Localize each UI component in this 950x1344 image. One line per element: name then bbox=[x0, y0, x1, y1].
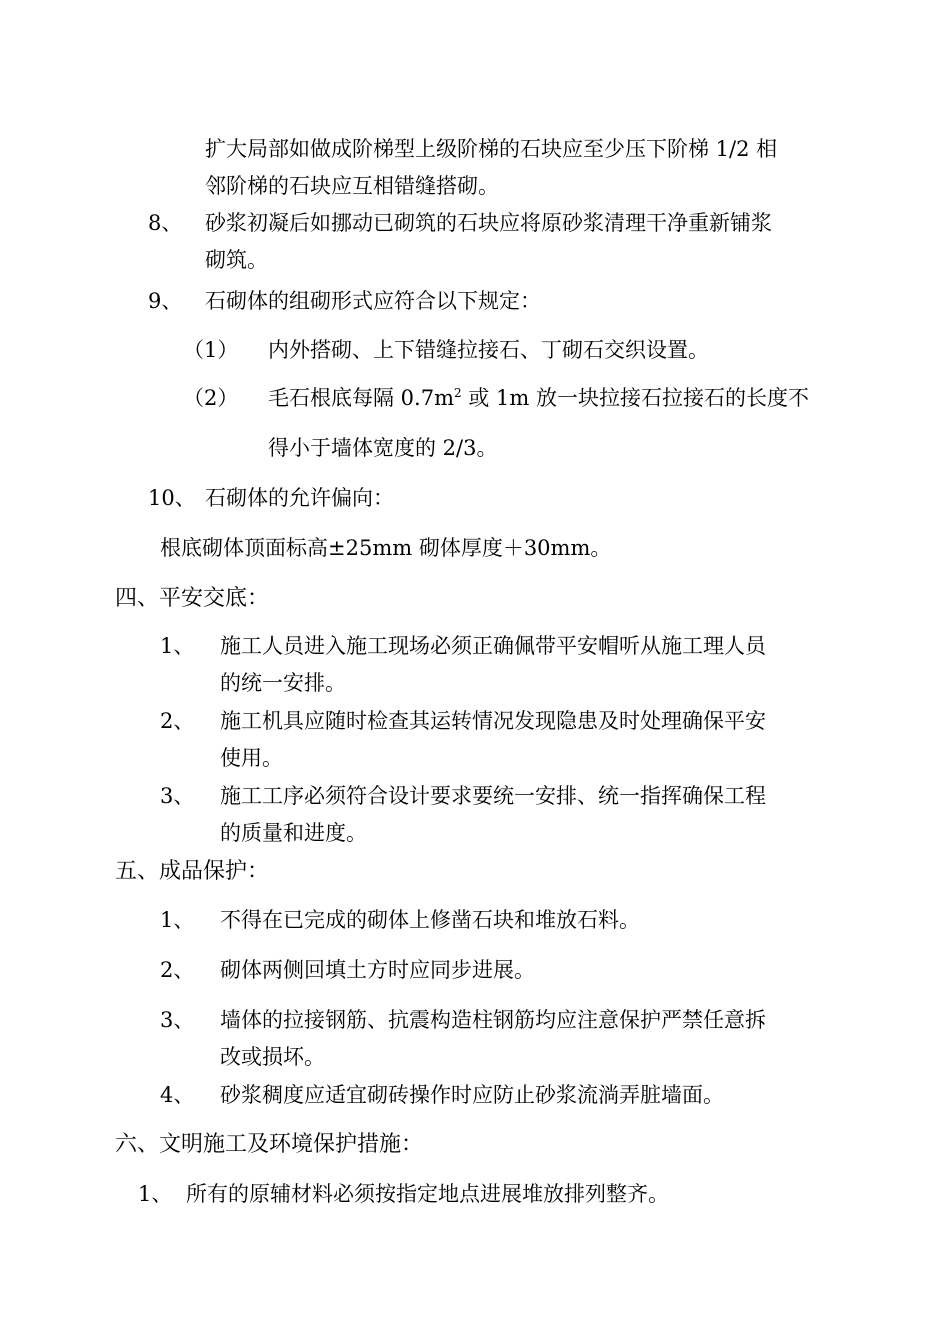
sub2-line1 bbox=[268, 380, 809, 417]
section6-title: 六、文明施工及环境保护措施： bbox=[115, 1132, 424, 1157]
item10-line1: 石砌体的允许偏向： bbox=[205, 486, 394, 510]
section5-item2-number: 2、 bbox=[160, 958, 195, 982]
sub1-number: （1） bbox=[183, 338, 239, 362]
item9-line1: 石砌体的组砌形式应符合以下规定： bbox=[205, 289, 541, 313]
section4-item3-line1: 施工工序必须符合设计要求要统一安排、统一指挥确保工程 bbox=[220, 784, 766, 808]
section5-item3-line2: 改或损坏。 bbox=[220, 1045, 325, 1069]
sub2-line1-part-b: 或 1m 放一块拉接石拉接石的长度不 bbox=[461, 386, 809, 410]
superscript-2: 2 bbox=[454, 386, 462, 400]
item10-number: 10、 bbox=[148, 486, 196, 510]
section4-item1-number: 1、 bbox=[160, 634, 195, 658]
item8-line2: 砌筑。 bbox=[205, 248, 268, 272]
section4-item2-number: 2、 bbox=[160, 709, 195, 733]
section4-item1-line2: 的统一安排。 bbox=[220, 671, 346, 695]
section4-item1-line1: 施工人员进入施工现场必须正确佩带平安帽听从施工理人员 bbox=[220, 634, 766, 658]
section4-item3-number: 3、 bbox=[160, 784, 195, 808]
section5-item3-number: 3、 bbox=[160, 1008, 195, 1032]
section4-item2-line2: 使用。 bbox=[220, 746, 283, 770]
section6-item1-line1: 所有的原辅材料必须按指定地点进展堆放排列整齐。 bbox=[186, 1182, 669, 1206]
section5-item2-line1: 砌体两侧回填土方时应同步进展。 bbox=[220, 958, 535, 982]
section5-item1-line1: 不得在已完成的砌体上修凿石块和堆放石料。 bbox=[220, 908, 640, 932]
section4-title: 四、平安交底： bbox=[115, 586, 270, 611]
sub2-line2: 得小于墙体宽度的 2/3。 bbox=[268, 436, 498, 460]
sub2-number: （2） bbox=[183, 386, 239, 410]
section5-item4-line1: 砂浆稠度应适宜砌砖操作时应防止砂浆流淌弄脏墙面。 bbox=[220, 1083, 724, 1107]
item7-continuation-line1: 扩大局部如做成阶梯型上级阶梯的石块应至少压下阶梯 1/2 相 bbox=[205, 137, 778, 161]
section4-item2-line1: 施工机具应随时检查其运转情况发现隐患及时处理确保平安 bbox=[220, 709, 766, 733]
item8-line1: 砂浆初凝后如挪动已砌筑的石块应将原砂浆清理干净重新铺浆 bbox=[205, 211, 772, 235]
item8-number: 8、 bbox=[148, 211, 183, 235]
item7-continuation-line2: 邻阶梯的石块应互相错缝搭砌。 bbox=[205, 174, 499, 198]
section5-item3-line1: 墙体的拉接钢筋、抗震构造柱钢筋均应注意保护严禁任意拆 bbox=[220, 1008, 766, 1032]
item9-number: 9、 bbox=[148, 289, 183, 313]
section5-title: 五、成品保护： bbox=[115, 859, 270, 884]
section6-item1-number: 1、 bbox=[138, 1182, 173, 1206]
section5-item4-number: 4、 bbox=[160, 1083, 195, 1107]
section4-item3-line2: 的质量和进度。 bbox=[220, 821, 367, 845]
sub1-line1: 内外搭砌、上下错缝拉接石、丁砌石交织设置。 bbox=[268, 338, 709, 362]
item10-line2: 根底砌体顶面标高±25mm 砌体厚度＋30mm。 bbox=[160, 536, 612, 560]
section5-item1-number: 1、 bbox=[160, 908, 195, 932]
sub2-line1-part-a: 毛石根底每隔 0.7m bbox=[268, 386, 454, 410]
